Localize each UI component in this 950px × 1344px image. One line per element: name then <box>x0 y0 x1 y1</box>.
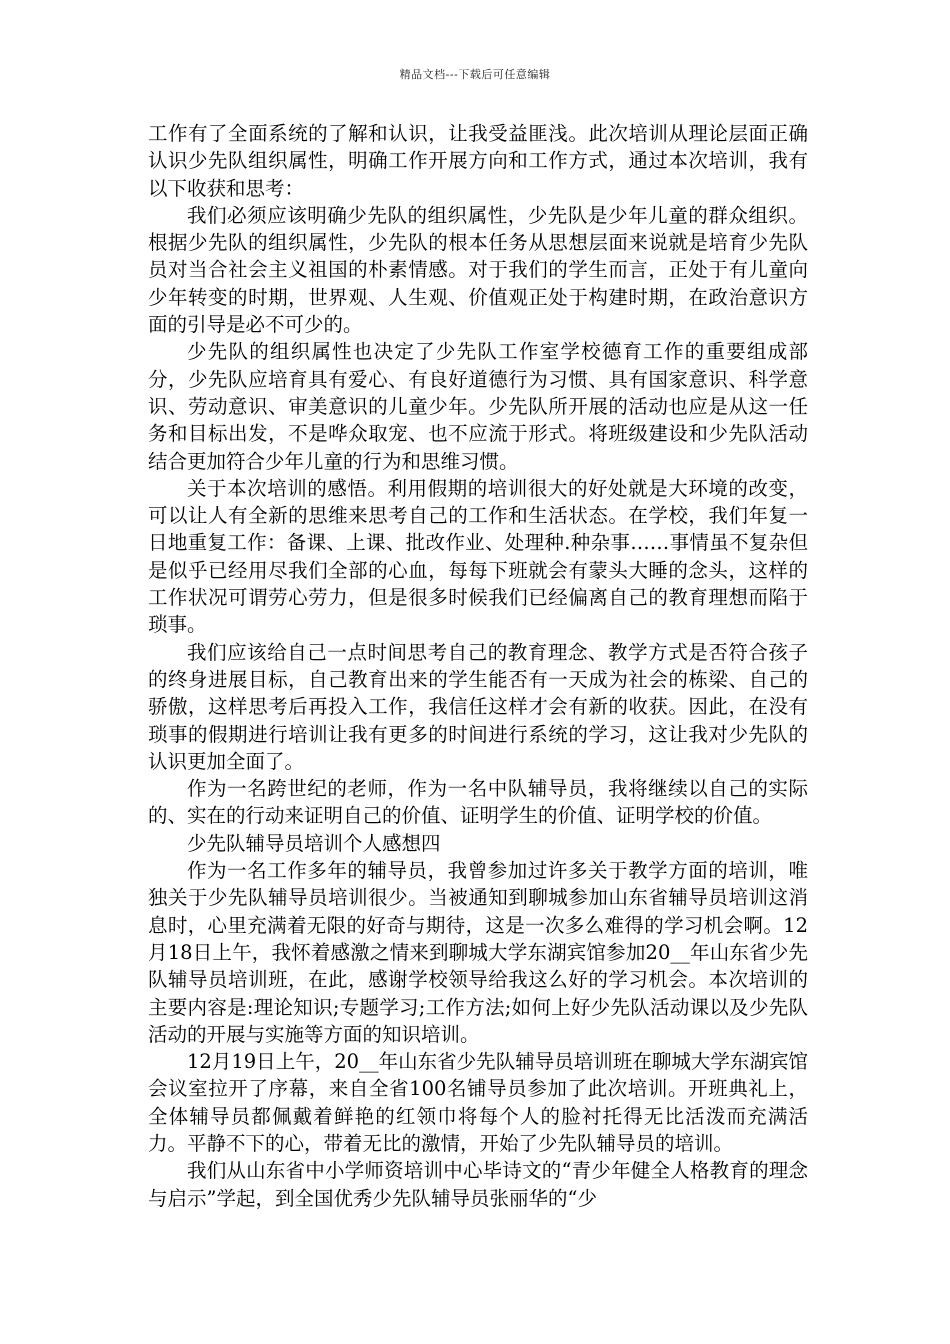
paragraph: 我们必须应该明确少先队的组织属性，少先队是少年儿童的群众组织。根据少先队的组织属性，少先队的根本任务从思想层面来说就是培育少先队员对当合社会主义祖国的朴素情感。对于我们的学生而言，正处于有儿童向少年转变的时期，世界观、人生观、价值观正处于构建时期，在政治意识方面的引导是必不可少的。 <box>148 203 808 337</box>
paragraph: 我们从山东省中小学师资培训中心毕诗文的“青少年健全人格教育的理念与启示”学起，到全国优秀少先队辅导员张丽华的“少 <box>148 1159 808 1210</box>
document-body <box>148 120 808 1212</box>
paragraph-continuation: 工作有了全面系统的了解和认识，让我受益匪浅。此次培训从理论层面正确认识少先队组织属性，明确工作开展方向和工作方式，通过本次培训，我有以下收获和思考： <box>148 122 808 200</box>
paragraph: 少先队的组织属性也决定了少先队工作室学校德育工作的重要组成部分，少先队应培育具有爱心、有良好道德行为习惯、具有国家意识、科学意识、劳动意识、审美意识的儿童少年。少先队所开展的活动也应是从这一任务和目标出发，不是哗众取宠、也不应流于形式。将班级建设和少先队活动结合更加符合少年儿童的行为和思维习惯。 <box>148 340 808 473</box>
paragraph: 作为一名跨世纪的老师，作为一名中队辅导员，我将继续以自己的实际的、实在的行动来证明自己的价值、证明学生的价值、证明学校的价值。 <box>148 777 808 828</box>
paragraph: 我们应该给自己一点时间思考自己的教育理念、教学方式是否符合孩子的终身进展目标，自己教育出来的学生能否有一天成为社会的栋梁、自己的骄傲，这样思考后再投入工作，我信任这样才会有新的收获。因此，在没有琐事的假期进行培训让我有更多的时间进行系统的学习，这让我对少先队的认识更加全面了。 <box>148 640 808 773</box>
paragraph: 12月19日上午，20__年山东省少先队辅导员培训班在聊城大学东湖宾馆会议室拉开了序幕，来自全省100名铺导员参加了此次培训。开班典礼上，全体辅导员都佩戴着鲜艳的红领巾将每个人的脸衬托得无比活泼而充满活力。平静不下的心，带着无比的激情，开始了少先队辅导员的培训。 <box>148 1050 808 1155</box>
paragraph: 作为一名工作多年的辅导员，我曾参加过许多关于教学方面的培训，唯独关于少先队辅导员培训很少。当被通知到聊城参加山东省辅导员培训这消息时，心里充满着无限的好奇与期待，这是一次多么难得的学习机会啊。12月18日上午，我怀着感激之情来到聊城大学东湖宾馆参加20__年山东省少先队辅导员培训班，在此，感谢学校领导给我这么好的学习机会。本次培训的主要内容是:理论知识;专题学习;工作方法;如何上好少先队活动课以及少先队活动的开展与实施等方面的知识培训。 <box>148 859 808 1046</box>
paragraph: 关于本次培训的感悟。利用假期的培训很大的好处就是大环境的改变，可以让人有全新的思维来思考自己的工作和生活状态。在学校，我们年复一日地重复工作：备课、上课、批改作业、处理种.种杂事……事情虽不复杂但是似乎已经用尽我们全部的心血，每每下班就会有蒙头大睡的念头，这样的工作状况可谓劳心劳力，但是很多时候我们已经偏离自己的教育理想而陷于琐事。 <box>148 476 808 637</box>
page-header-note: 精品文档---下载后可任意编辑 <box>399 68 551 81</box>
section-heading: 少先队辅导员培训个人感想四 <box>187 831 441 855</box>
